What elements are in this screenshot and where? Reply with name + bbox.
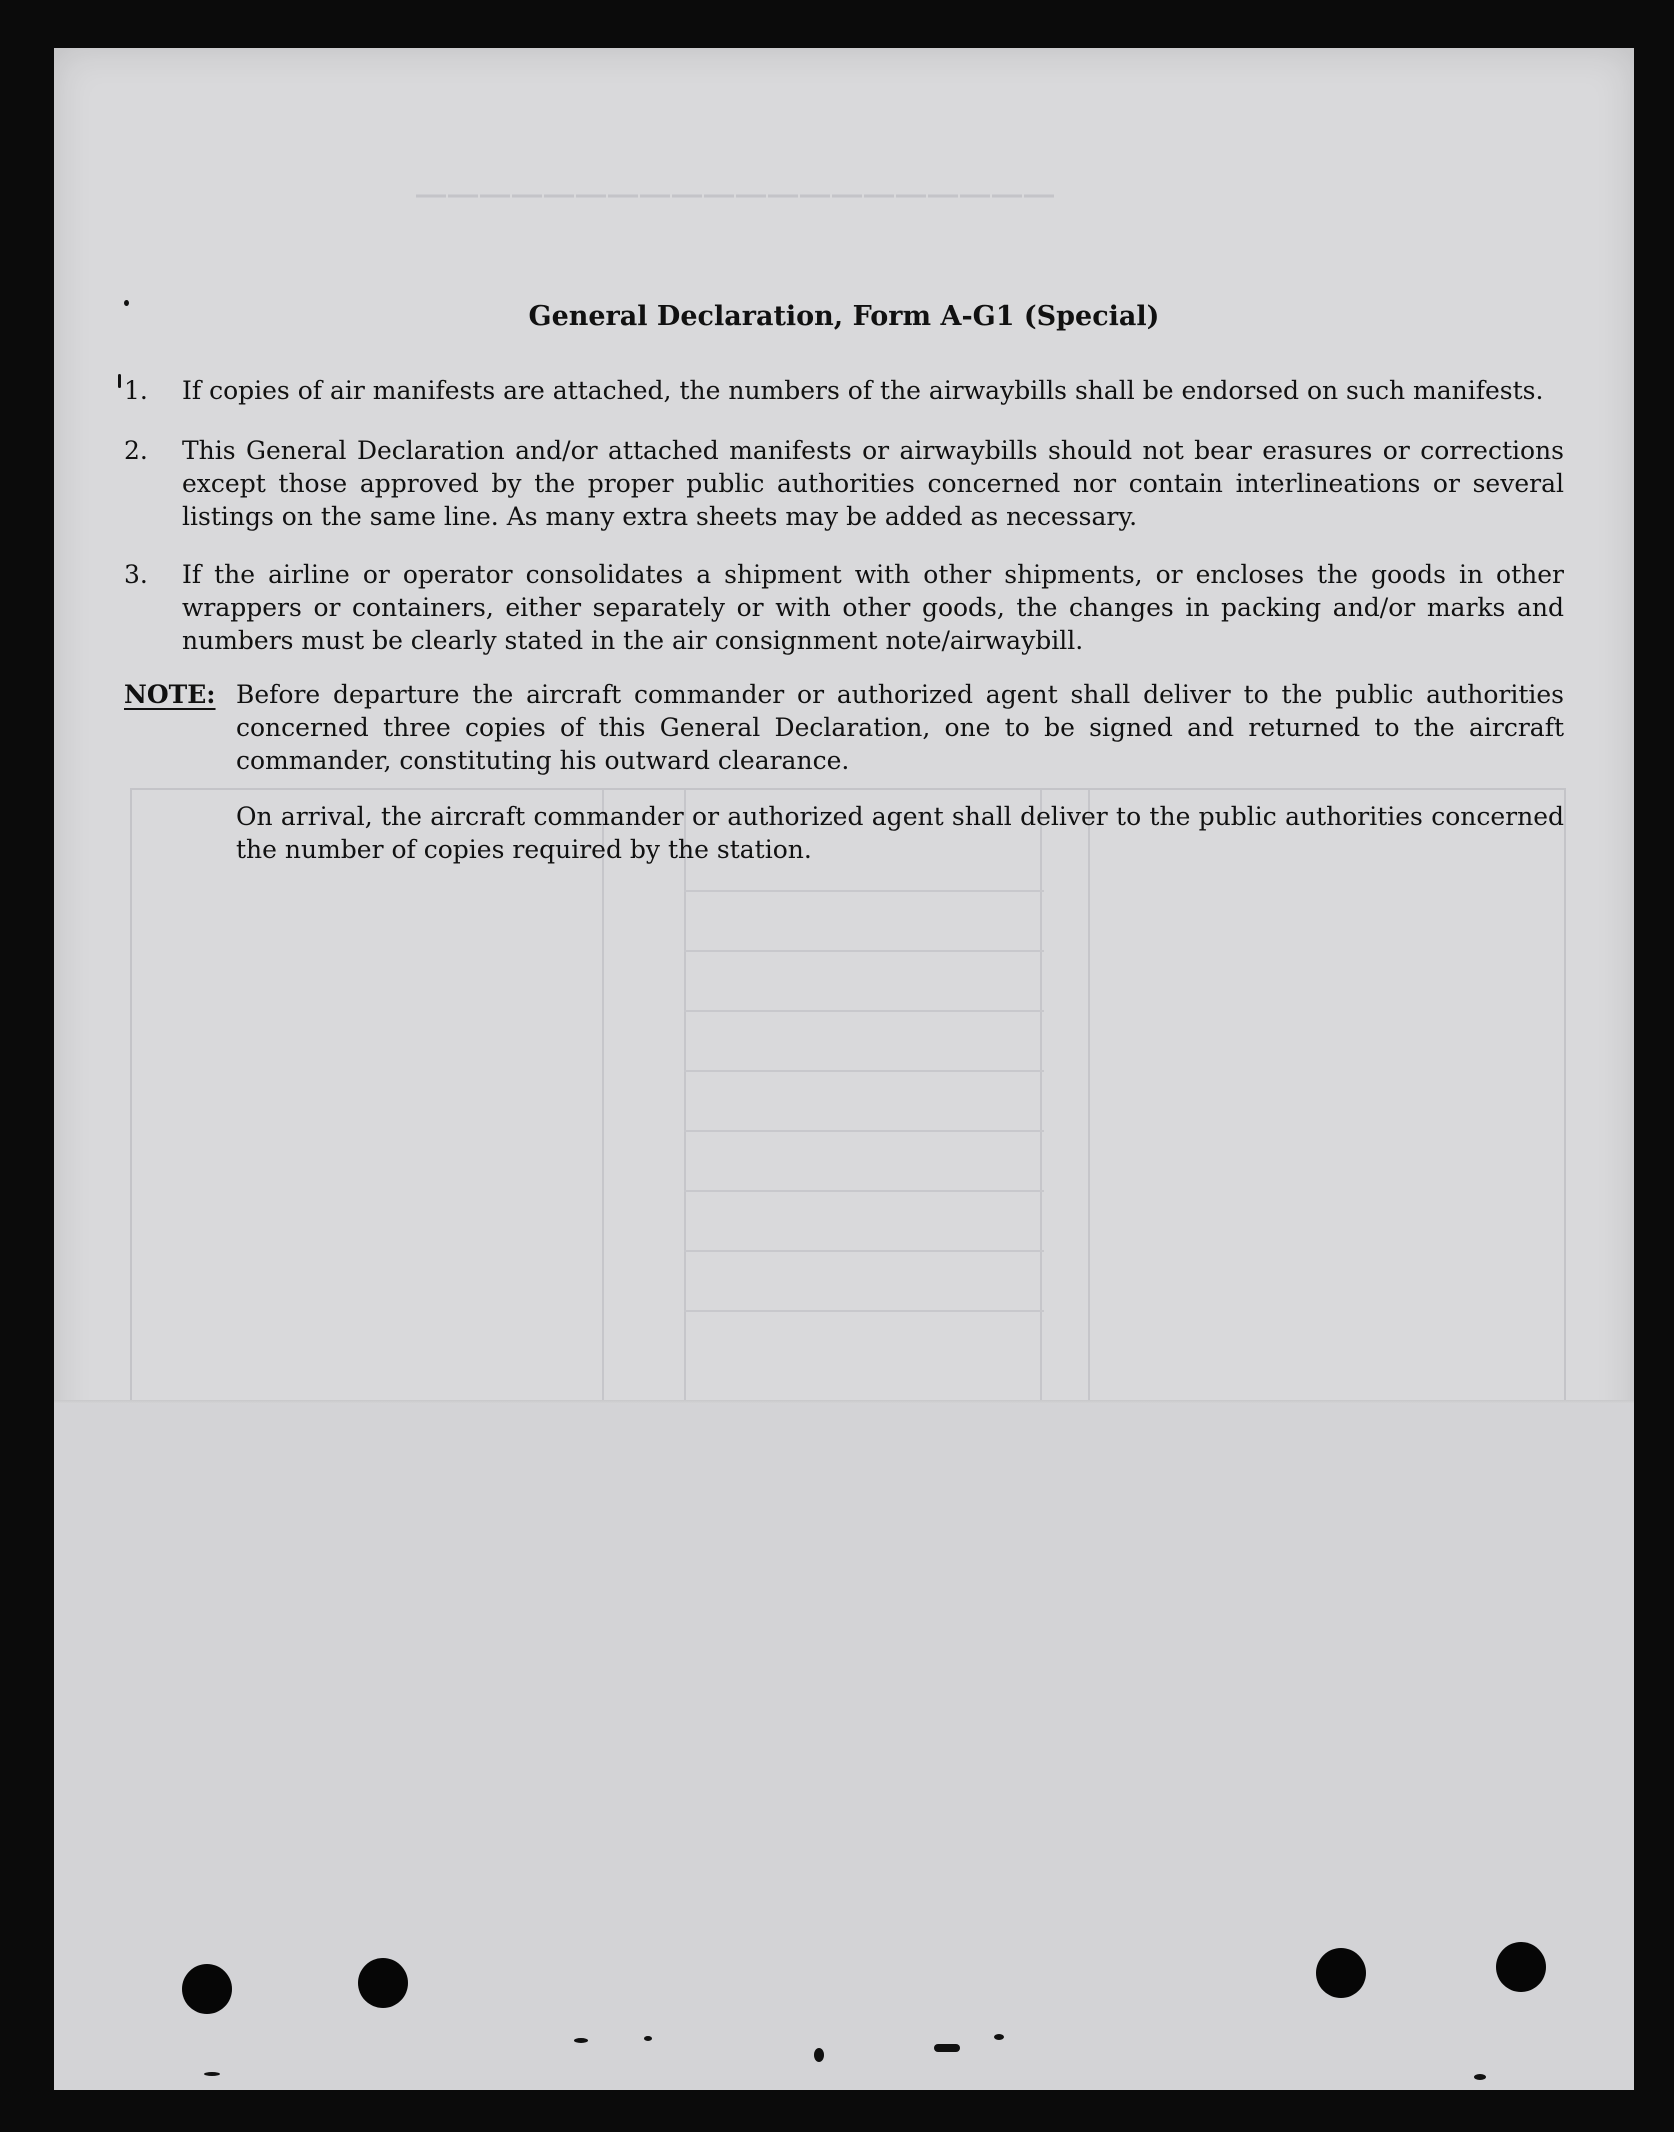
- page-title: General Declaration, Form A-G1 (Special): [528, 301, 1160, 332]
- item-number: 2.: [124, 436, 148, 465]
- bleed-through-table: [130, 788, 1566, 1402]
- item-number: 3.: [124, 560, 148, 589]
- punch-hole: [358, 1958, 408, 2008]
- stray-mark: [644, 2036, 652, 2041]
- lower-panel: [54, 1404, 1634, 2090]
- stray-mark: [934, 2044, 960, 2052]
- item-number: 1.: [124, 376, 148, 405]
- item-text: If the airline or operator consolidates a shipment with other shipments, or encloses the goods in other wrappers or containers, either separately or with other goods, the changes in packing and/or marks and numbers must be clearly stated in the air consignment note/airwaybill.: [182, 560, 1564, 655]
- note-label: NOTE:: [124, 680, 216, 709]
- punch-hole: [182, 1964, 232, 2014]
- stray-mark: [994, 2034, 1004, 2040]
- document-sheet: [54, 48, 1634, 2090]
- stray-mark: [124, 300, 129, 306]
- item-text: This General Declaration and/or attached manifests or airwaybills should not bear erasures or corrections except those approved by the proper public authorities concerned nor contain interlineations or several listings on the same line. As many extra sheets may be added as necessary.: [182, 436, 1564, 531]
- stray-mark: [1474, 2074, 1486, 2080]
- stray-mark: [204, 2072, 220, 2076]
- note-paragraph-departure: Before departure the aircraft commander or authorized agent shall deliver to the public authorities concerned three copies of this General Declaration, one to be signed and returned to the aircraft commander, constituting his outward clearance.: [236, 680, 1564, 775]
- stray-mark: [574, 2038, 588, 2043]
- punch-hole: [1316, 1948, 1366, 1998]
- stray-mark: [814, 2048, 824, 2062]
- item-text: If copies of air manifests are attached, the numbers of the airwaybills shall be endorsed on such manifests.: [182, 376, 1544, 405]
- bleed-through-header: ————————————————————: [414, 178, 1054, 211]
- stray-mark: [118, 374, 121, 388]
- punch-hole: [1496, 1942, 1546, 1992]
- note-paragraph-arrival: On arrival, the aircraft commander or authorized agent shall deliver to the public authorities concerned the number of copies required by the station.: [236, 802, 1564, 864]
